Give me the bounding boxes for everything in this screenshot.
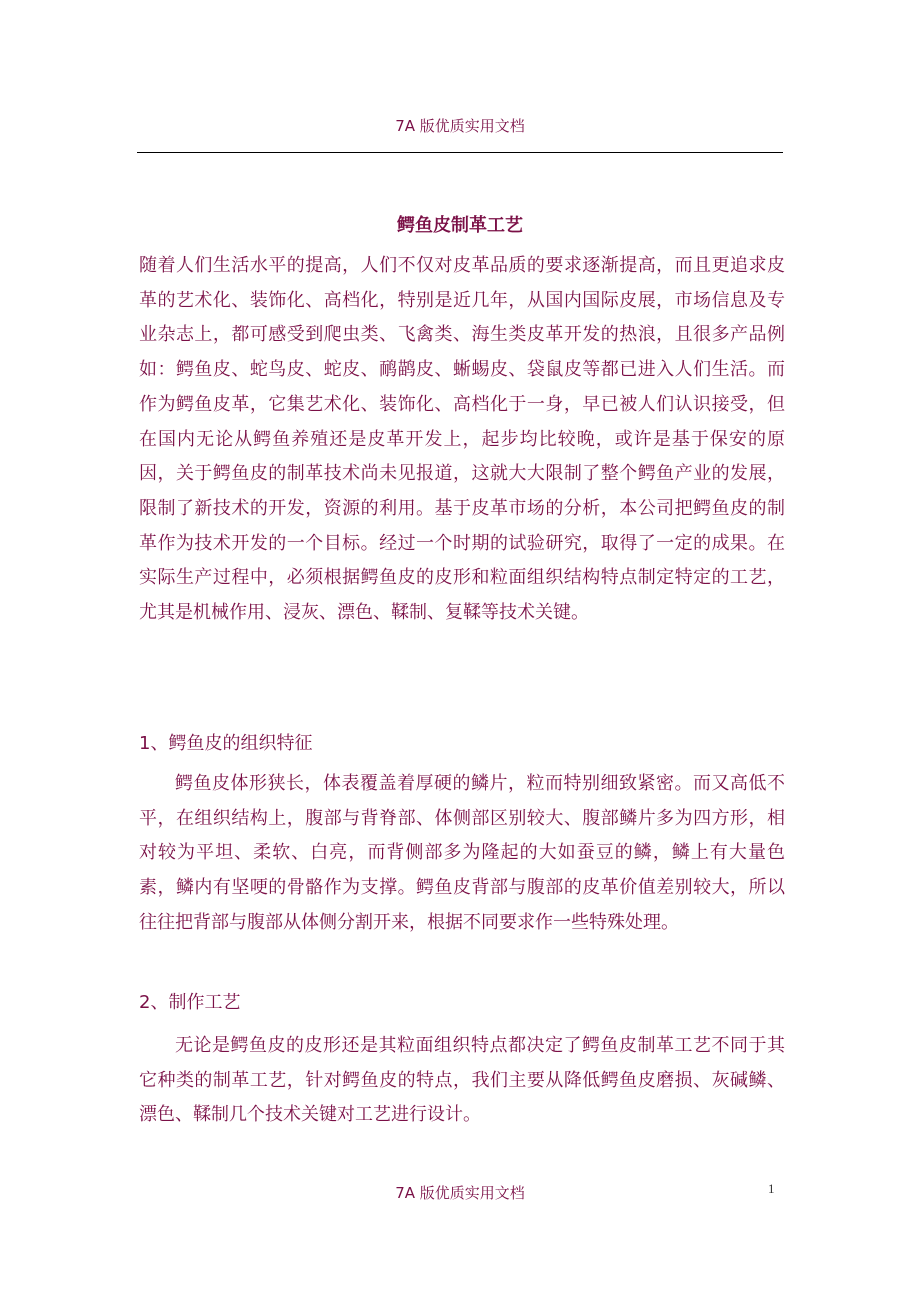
section-heading-2: 2、制作工艺 (139, 992, 241, 1013)
intro-paragraph: 随着人们生活水平的提高，人们不仅对皮革品质的要求逐渐提高，而且更追求皮革的艺术化、装饰化、高档化，特别是近几年，从国内国际皮展，市场信息及专业杂志上，都可感受到爬虫类、飞禽类、海生类皮革开发的热浪，且很多产品例如：鳄鱼皮、蛇鸟皮、蛇皮、鸸鹋皮、蜥蜴皮、袋鼠皮等都已进入人们生活。而作为鳄鱼皮革，它集艺术化、装饰化、高档化于一身，早已被人们认识接受，但在国内无论从鳄鱼养殖还是皮革开发上，起步均比较晚，或许是基于保安的原因，关于鳄鱼皮的制革技术尚未见报道，这就大大限制了整个鳄鱼产业的发展，限制了新技术的开发，资源的利用。基于皮革市场的分析，本公司把鳄鱼皮的制革作为技术开发的一个目标。经过一个时期的试验研究，取得了一定的成果。在实际生产过程中，必须根据鳄鱼皮的皮形和粒面组织结构特点制定特定的工艺，尤其是机械作用、浸灰、漂色、鞣制、复鞣等技术关键。 (139, 255, 785, 624)
section-heading-1: 1、鳄鱼皮的组织特征 (139, 733, 313, 754)
page-footer: 7A 版优质实用文档 (395, 1184, 525, 1202)
header-divider (137, 152, 783, 153)
section-paragraph-2: 无论是鳄鱼皮的皮形还是其粒面组织特点都决定了鳄鱼皮制革工艺不同于其它种类的制革工艺，针对鳄鱼皮的特点，我们主要从降低鳄鱼皮磨损、灰碱鳞、漂色、鞣制几个技术关键对工艺进行设计。 (139, 1035, 785, 1126)
page-number: 1 (768, 1181, 775, 1196)
document-title: 鳄鱼皮制革工艺 (397, 215, 523, 236)
section-paragraph-1: 鳄鱼皮体形狭长，体表覆盖着厚硬的鳞片，粒而特别细致紧密。而又高低不平，在组织结构上，腹部与背脊部、体侧部区别较大、腹部鳞片多为四方形，相对较为平坦、柔软、白亮，而背侧部多为隆起的大如蚕豆的鳞，鳞上有大量色素，鳞内有坚哽的骨骼作为支撑。鳄鱼皮背部与腹部的皮革价值差别较大，所以往往把背部与腹部从体侧分割开来，根据不同要求作一些特殊处理。 (139, 773, 785, 933)
page-header: 7A 版优质实用文档 (395, 117, 525, 135)
